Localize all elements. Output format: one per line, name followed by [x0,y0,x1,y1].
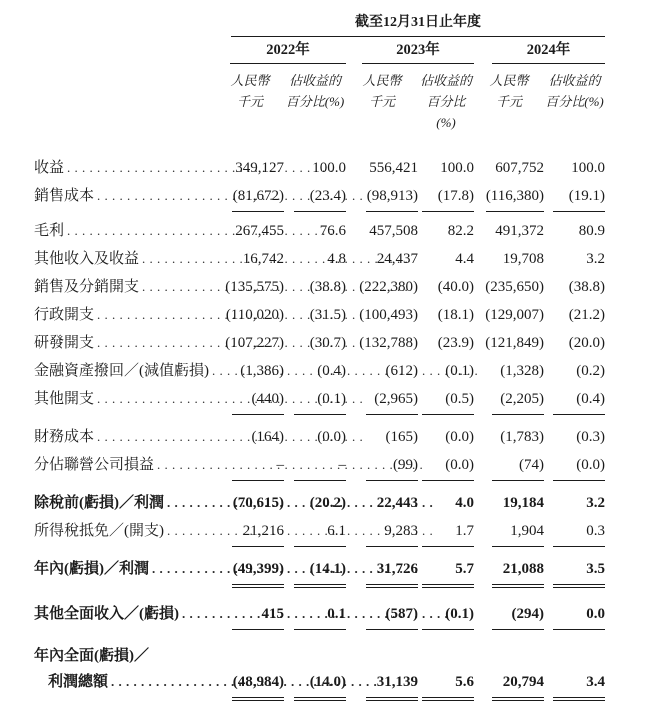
cell-value: (0.0) [553,452,605,481]
cell-value: 457,508 [369,223,418,239]
cell-value: (99) [366,452,418,481]
cell-value: (129,007) [485,307,544,323]
cell-value: 0.1 [294,601,346,630]
cell-value: (1,328) [500,363,544,379]
dot-leader [139,246,216,272]
cell-value: (0.1) [294,386,346,415]
cell-value: (0.2) [576,363,605,379]
year-header-2023: 2023年 [362,40,474,64]
cell-value: 20,794 [492,669,544,701]
cell-value: 100.0 [571,160,605,176]
cell-value: (294) [492,601,544,630]
table-row-profit-before-tax [34,490,660,518]
cell-value: (19.1) [553,183,605,212]
subcol-rmb-2024: 人民幣 千元 [489,73,529,109]
row-label: 所得稅抵免／(開支) [34,523,164,539]
dot-leader [149,556,216,582]
cell-value: (49,399) [232,556,284,588]
cell-value: (0.0) [317,429,346,445]
subcol-rmb-2023: 人民幣 千元 [362,73,402,109]
cell-value: (2,205) [492,386,544,415]
subcol-pct-2023: 佔收益的 百分比(%) [419,73,472,130]
period-title: 截至12月31日止年度 [231,12,605,37]
cell-value: (38.8) [309,279,346,295]
cell-value: 4.8 [327,251,346,267]
cell-value: (121,849) [485,335,544,351]
dot-leader [154,452,216,478]
cell-value: 415 [232,601,284,630]
cell-value: (165) [385,429,418,445]
cell-value: (2,965) [366,386,418,415]
row-label: 除稅前(虧損)／利潤 [34,495,164,511]
cell-value: (587) [366,601,418,630]
subcol-rmb-2022: 人民幣 千元 [230,73,270,109]
period-header-row [34,12,660,37]
cell-value: (235,650) [485,279,544,295]
cell-value: – [232,452,284,481]
dot-leader [164,518,216,544]
cell-value: 100.0 [312,160,346,176]
dot-leader [179,601,216,627]
cell-value: 1,904 [492,518,544,547]
cell-value: (40.0) [437,279,474,295]
cell-value: (0.3) [576,429,605,445]
table-row-impairment-reversal [34,358,660,386]
cell-value: (110,020) [225,307,284,323]
dot-leader [94,330,216,356]
cell-value: 31,139 [366,669,418,701]
table-row-profit-for-year [34,556,660,588]
cell-value: 100.0 [440,160,474,176]
row-label: 毛利 [34,223,65,239]
cell-value: (30.7) [309,335,346,351]
dot-leader [94,302,216,328]
cell-value: 3.4 [553,669,605,701]
cell-value: 4.4 [455,251,474,267]
cell-value: 21,088 [492,556,544,588]
dot-leader [209,358,216,384]
cell-value: (0.1) [422,601,474,630]
cell-value: (164) [251,429,284,445]
cell-value: (74) [492,452,544,481]
row-label: 其他全面收入／(虧損) [34,606,179,622]
table-row-other-expenses [34,386,660,415]
cell-value: 82.2 [447,223,474,239]
cell-value: (100,493) [359,307,418,323]
cell-value: 16,742 [242,251,284,267]
row-label: 分佔聯營公司損益 [34,457,155,473]
row-label: 其他收入及收益 [34,251,140,267]
table-row-income-tax [34,518,660,547]
dot-leader [64,218,216,244]
table-row-revenue [34,155,660,183]
cell-value: 491,372 [495,223,544,239]
cell-value: 80.9 [578,223,605,239]
dot-leader [64,155,216,181]
cell-value: 5.6 [422,669,474,701]
cell-value: 21,216 [232,518,284,547]
cell-value: 31,726 [366,556,418,588]
cell-value: 24,437 [376,251,418,267]
row-label: 收益 [34,160,65,176]
cell-value: 22,443 [376,495,418,511]
dot-leader [139,274,216,300]
table-row-gross-profit [34,218,660,246]
table-row-total-comprehensive [34,669,660,701]
cell-value: (20.0) [568,335,605,351]
cell-value: 19,184 [502,495,544,511]
subcolumn-header-row [34,70,660,133]
cell-value: 267,455 [235,223,284,239]
cell-value: (20.2) [309,495,346,511]
cell-value: (222,380) [359,279,418,295]
table-row-selling-expenses [34,274,660,302]
cell-value: 6.1 [294,518,346,547]
cell-value: 3.2 [586,251,605,267]
cell-value: (70,615) [232,495,284,511]
cell-value: (612) [385,363,418,379]
cell-value: (21.2) [568,307,605,323]
cell-value: 5.7 [422,556,474,588]
cell-value: (107,227) [225,335,284,351]
row-label: 銷售成本 [34,188,95,204]
cell-value: (0.1) [445,363,474,379]
cell-value: (116,380) [486,183,544,212]
dot-leader [164,490,216,516]
cell-value: (0.4) [553,386,605,415]
year-header-2024: 2024年 [492,40,605,64]
table-body [34,155,660,701]
cell-value: 3.2 [586,495,605,511]
row-label-continuation: 年內全面(虧損)／ [34,648,149,664]
cell-value: (23.4) [294,183,346,212]
cell-value: 607,752 [495,160,544,176]
cell-value: (132,788) [359,335,418,351]
row-label: 銷售及分銷開支 [34,279,140,295]
cell-value: (14.0) [294,669,346,701]
cell-value: (1,386) [240,363,284,379]
cell-value: (0.0) [422,452,474,481]
row-label: 金融資產撥回／(減值虧損) [34,363,209,379]
cell-value: (98,913) [366,183,418,212]
subcol-pct-2024: 佔收益的 百分比(%) [545,73,604,109]
row-label: 行政開支 [34,307,95,323]
cell-value: (440) [232,386,284,415]
dot-leader [94,183,216,209]
table-row-rd-expenses [34,330,660,358]
cell-value: 4.0 [455,495,474,511]
table-row-finance-costs [34,424,660,452]
cell-value: (1,783) [500,429,544,445]
dot-leader [94,424,216,450]
row-label: 利潤總額 [48,674,109,690]
dot-leader [94,386,216,412]
cell-value: (31.5) [309,307,346,323]
cell-value: (0.0) [445,429,474,445]
cell-value: (0.5) [422,386,474,415]
cell-value: 556,421 [369,160,418,176]
dot-leader [108,669,216,695]
cell-value: (81,672) [232,183,284,212]
cell-value: 19,708 [502,251,544,267]
cell-value: 76.6 [319,223,346,239]
cell-value: (14.1) [294,556,346,588]
table-row-other-comprehensive-income [34,601,660,630]
table-row-share-of-associates [34,452,660,481]
table-row-total-comprehensive-label [34,643,660,669]
cell-value: 0.0 [553,601,605,630]
cell-value: (48,984) [232,669,284,701]
table-row-admin-expenses [34,302,660,330]
cell-value: 349,127 [235,160,284,176]
row-label: 財務成本 [34,429,95,445]
cell-value: 1.7 [422,518,474,547]
year-header-2022: 2022年 [230,40,346,64]
cell-value: (135,575) [225,279,284,295]
row-label: 研發開支 [34,335,95,351]
cell-value: – [294,452,346,481]
table-row-cost-of-sales [34,183,660,212]
year-header-row [34,40,660,64]
cell-value: (17.8) [422,183,474,212]
row-label: 年內(虧損)／利潤 [34,561,149,577]
cell-value: 9,283 [366,518,418,547]
cell-value: 0.3 [553,518,605,547]
subcol-pct-2022: 佔收益的 百分比(%) [285,73,345,109]
cell-value: (23.9) [437,335,474,351]
cell-value: (0.4) [317,363,346,379]
cell-value: (18.1) [437,307,474,323]
table-row-other-income [34,246,660,274]
row-label: 其他開支 [34,391,95,407]
cell-value: 3.5 [553,556,605,588]
cell-value: (38.8) [568,279,605,295]
